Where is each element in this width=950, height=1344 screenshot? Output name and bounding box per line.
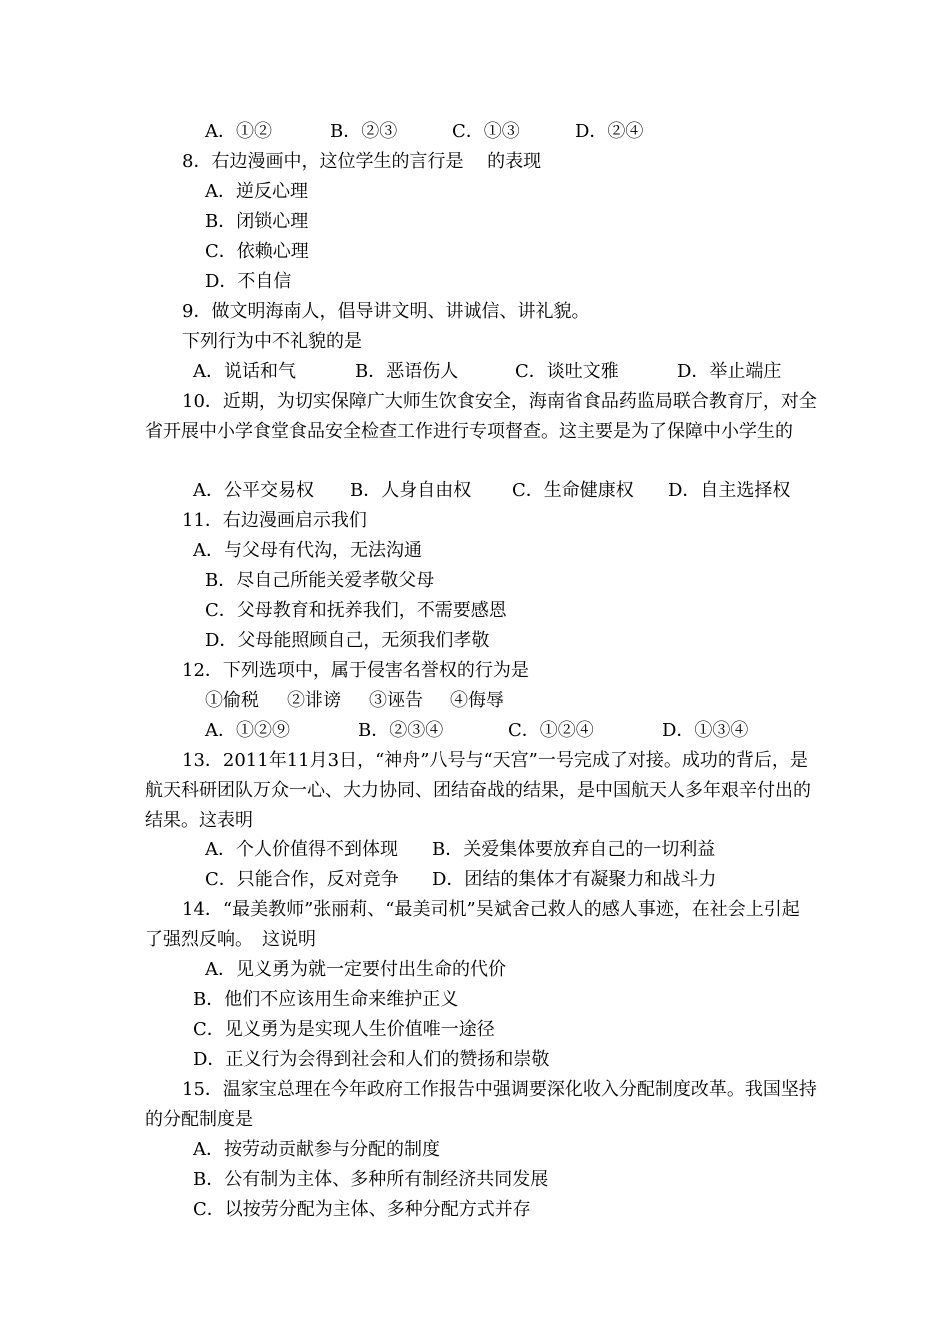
q9-stem-line2: 下列行为中不礼貌的是: [182, 331, 362, 352]
q10-option-d: D．自主选择权: [668, 480, 791, 501]
q9-stem-line1: 9．做文明海南人，倡导讲文明、讲诚信、讲礼貌。: [182, 301, 590, 322]
q8-stem: 8．右边漫画中，这位学生的言行是 的表现: [182, 151, 542, 172]
q8-option-c: C．依赖心理: [205, 241, 309, 262]
q10-stem: 10．近期，为切实保障广大师生饮食安全，海南省食品药监局联合教育厅，对全省开展中小学食堂食品安全检查工作进行专项督查。这主要是为了保障中小学生的: [145, 391, 817, 442]
q8-option-a: A．逆反心理: [205, 181, 308, 202]
q15-option-a: A．按劳动贡献参与分配的制度: [193, 1139, 440, 1160]
q8-option-d: D．不自信: [205, 271, 292, 292]
q15-stem: 15．温家宝总理在今年政府工作报告中强调要深化收入分配制度改革。我国坚持的分配制度是: [145, 1079, 817, 1130]
q11-option-a: A．与父母有代沟，无法沟通: [193, 540, 422, 561]
q12-option-b: B．②③④: [358, 720, 444, 741]
q10-option-b: B．人身自由权: [350, 480, 472, 501]
q15-option-c: C．以按劳分配为主体、多种分配方式并存: [193, 1199, 531, 1220]
q9-option-a: A．说话和气: [193, 361, 296, 382]
q12-item-1: ①偷税: [205, 690, 259, 711]
q7-option-c: C．①③: [452, 121, 520, 142]
q11-option-b: B．尽自己所能关爱孝敬父母: [205, 570, 435, 591]
q14-option-a: A．见义勇为就一定要付出生命的代价: [205, 959, 506, 980]
q13-option-a: A．个人价值得不到体现: [205, 839, 398, 860]
q7-option-d: D．②④: [575, 121, 644, 142]
q14-option-c: C．见义勇为是实现人生价值唯一途径: [193, 1019, 495, 1040]
q14-option-d: D．正义行为会得到社会和人们的赞扬和崇敬: [193, 1049, 550, 1070]
q14-stem: 14．“最美教师”张丽莉、“最美司机”吴斌舍己救人的感人事迹，在社会上引起了强烈反响。 这说明: [145, 899, 800, 950]
q7-option-b: B．②③: [330, 121, 398, 142]
q12-item-3: ③诬告: [369, 690, 423, 711]
q10-option-c: C．生命健康权: [512, 480, 634, 501]
q9-option-d: D．举止端庄: [677, 361, 782, 382]
q10-option-a: A．公平交易权: [193, 480, 314, 501]
q13-stem: 13．2011年11月3日，“神舟”八号与“天宫”一号完成了对接。成功的背后，是航天科研团队万众一心、大力协同、团结奋战的结果，是中国航天人多年艰辛付出的结果。这表明: [145, 750, 811, 831]
q13-option-d: D．团结的集体才有凝聚力和战斗力: [432, 869, 717, 890]
q8-option-b: B．闭锁心理: [205, 211, 309, 232]
q12-item-4: ④侮辱: [450, 690, 504, 711]
q11-stem: 11．右边漫画启示我们: [182, 510, 367, 531]
q12-option-a: A．①②⑨: [205, 720, 290, 741]
q11-option-c: C．父母教育和抚养我们，不需要感恩: [205, 600, 507, 621]
q9-option-c: C．谈吐文雅: [515, 361, 619, 382]
q15-option-b: B．公有制为主体、多种所有制经济共同发展: [193, 1169, 549, 1190]
q7-option-a: A．①②: [205, 121, 272, 142]
q12-option-c: C．①②④: [508, 720, 594, 741]
q11-option-d: D．父母能照顾自己，无须我们孝敬: [205, 630, 490, 651]
q13-option-b: B．关爱集体要放弃自己的一切利益: [432, 839, 716, 860]
q12-item-2: ②诽谤: [287, 690, 341, 711]
q9-option-b: B．恶语伤人: [355, 361, 459, 382]
q12-option-d: D．①③④: [662, 720, 749, 741]
q12-stem: 12．下列选项中，属于侵害名誉权的行为是: [182, 660, 529, 681]
q13-option-c: C．只能合作，反对竞争: [205, 869, 399, 890]
q14-option-b: B．他们不应该用生命来维护正义: [193, 989, 459, 1010]
